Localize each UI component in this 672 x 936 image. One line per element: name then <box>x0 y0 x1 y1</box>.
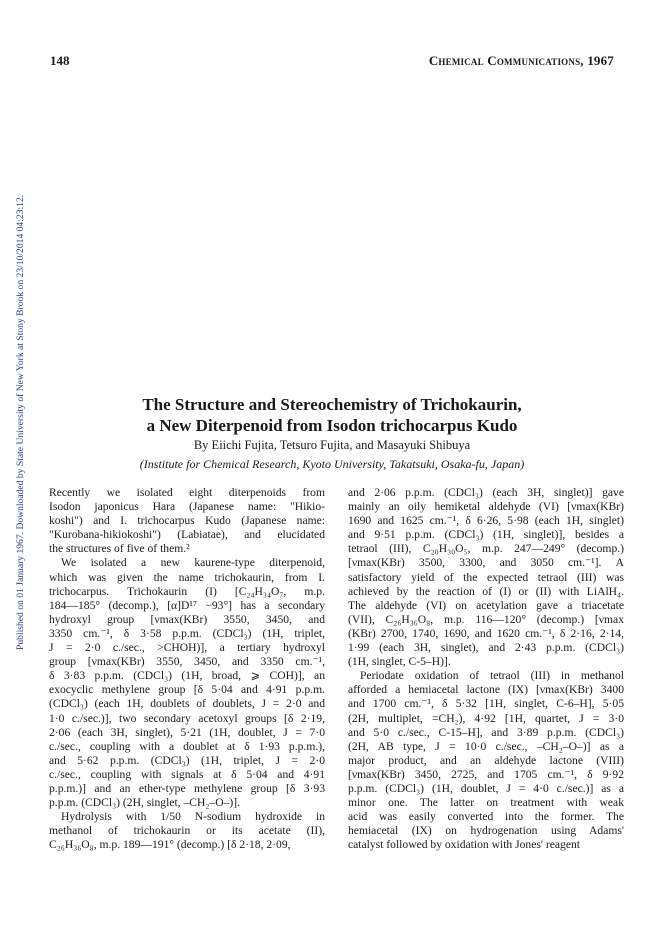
text-line: achieved by the reaction of (I) or (II) with LiAlH₄. <box>348 584 624 598</box>
text-line: p.p.m. (CDCl₃) (1H, doublet, J = 4·0 c./sec.)] as a <box>348 781 624 795</box>
text-line: 3350 cm.⁻¹, δ 3·58 p.p.m. (CDCl₃) (1H, triplet, <box>49 626 325 640</box>
article-authors: By Eiichi Fujita, Tetsuro Fujita, and Masayuki Shibuya <box>193 438 471 452</box>
text-line: trichocarpus. Trichokaurin (I) [C₂₄H₃₄O₇, m.p. <box>49 584 325 598</box>
text-line: and 2·06 p.p.m. (CDCl₃) (each 3H, singlet)] gave <box>348 486 624 499</box>
body-left-column <box>49 486 325 852</box>
title-line-2: a New Diterpenoid from Isodon trichocarpus Kudo <box>146 416 518 435</box>
text-line: acid was easily converted into the former. The <box>348 810 624 824</box>
text-line: c./sec., coupling with a doublet at δ 1·93 p.p.m.), <box>49 739 325 753</box>
text-line: "Kurobana-hikiokoshi") (Labiatae), and elucidated <box>49 528 325 542</box>
text-line: C₂₆H₃₆O₈, m.p. 189—191° (decomp.) [δ 2·18, 2·09, <box>49 838 291 852</box>
article-affiliation: (Institute for Chemical Research, Kyoto University, Takatsuki, Osaka-fu, Japan) <box>139 457 525 471</box>
text-line: (VII), C₂₆H₃₆O₈, m.p. 116—120° (decomp.) [νmax <box>348 612 624 626</box>
text-line: tetraol (III), C₂₀H₃₀O₅, m.p. 247—249° (decomp.) <box>348 542 624 556</box>
text-line: the structures of five of them.² <box>49 542 190 556</box>
text-line: Periodate oxidation of tetraol (III) in methanol <box>360 669 624 683</box>
text-line: 1·0 c./sec.)], two secondary acetoxyl groups [δ 2·19, <box>49 711 325 725</box>
text-line: exocyclic methylene group [δ 5·04 and 4·91 p.p.m. <box>49 683 325 697</box>
text-line: δ 3·83 p.p.m. (CDCl₃) (1H, broad, ⩾ COH)], an <box>49 669 325 683</box>
text-line: [νmax(KBr) 3450, 2725, and 1705 cm.⁻¹, δ 9·92 <box>348 767 624 781</box>
text-line: 184—185° (decomp.), [α]D¹⁷ −93°] has a secondary <box>49 598 325 612</box>
text-line: 1·99 (each 3H, singlet), and 2·43 p.p.m. (CDCl₃) <box>348 641 624 655</box>
text-line: satisfactory yield of the expected tetraol (III) was <box>348 570 624 584</box>
text-line: Hydrolysis with 1/50 N-sodium hydroxide in <box>61 810 325 824</box>
text-line: p.p.m.)] and an ether-type methylene group [δ 3·93 <box>49 781 325 795</box>
text-line: (2H, AB type, J = 10·0 c./sec., –CH₂–O–)] as a <box>348 739 624 753</box>
text-line: major product, and an aldehyde lactone (VIII) <box>348 753 624 767</box>
text-line: and 5·0 c./sec., C-15–H], and 3·89 p.p.m. (CDCl₃) <box>348 725 624 739</box>
text-line: [νmax(KBr) 3500, 3300, and 3050 cm.⁻¹]. A <box>348 556 624 570</box>
text-line: minor one. The latter on treatment with weak <box>348 796 624 810</box>
text-line: group [νmax(KBr) 3550, 3450, and 3350 cm.⁻¹, <box>49 655 325 669</box>
text-line: We isolated a new kaurene-type diterpenoid, <box>61 556 325 570</box>
text-line: and 1700 cm.⁻¹, δ 5·32 [1H, singlet, C-6–H], 5·05 <box>348 697 624 711</box>
text-line: J = 2·0 c./sec., >CHOH)], a tertiary hydroxyl <box>49 641 325 655</box>
journal-running-head: Chemical Communications, 1967 <box>428 53 614 68</box>
text-line: (1H, singlet, C-5–H)]. <box>348 655 451 669</box>
page-number: 148 <box>50 53 70 68</box>
text-line: afforded a hemiacetal lactone (IX) [νmax(KBr) 3400 <box>348 683 624 697</box>
text-line: and 5·62 p.p.m. (CDCl₃) (1H, triplet, J = 2·0 <box>49 753 325 767</box>
text-line: 2·06 (each 3H, singlet), 5·21 (1H, doublet, J = 7·0 <box>49 725 325 739</box>
text-line: hydroxyl group [νmax(KBr) 3550, 3450, and <box>49 612 325 626</box>
text-line: (CDCl₃) (each 1H, doublets of doublets, J = 2·0 and <box>49 697 325 711</box>
text-line: (2H, multiplet, =CH₂), 4·92 [1H, quartet, J = 3·0 <box>348 711 624 725</box>
download-note-text: Published on 01 January 1967. Downloaded by State University of New York at Stony Brook on 23/10/2014 04:23:12. <box>15 194 26 650</box>
body-right-column <box>348 486 624 852</box>
text-line: and 9·51 p.p.m. (CDCl₃) (1H, singlet)], besides a <box>348 528 624 542</box>
text-line: catalyst followed by oxidation with Jones' reagent <box>348 838 580 852</box>
text-line: mainly an oily hemiketal aldehyde (VI) [νmax(KBr) <box>348 500 624 514</box>
download-watermark <box>2 90 26 650</box>
text-line: The aldehyde (VI) on acetylation gave a triacetate <box>348 598 624 612</box>
text-line: (KBr) 2700, 1740, 1690, and 1620 cm.⁻¹, δ 2·16, 2·14, <box>348 626 624 640</box>
text-line: koshi") and I. trichocarpus Kudo (Japanese name: <box>49 514 325 528</box>
title-line-1: The Structure and Stereochemistry of Trichokaurin, <box>142 395 522 414</box>
text-line: Isodon japonicus Hara (Japanese name: "Hikio- <box>49 500 325 514</box>
text-line: Recently we isolated eight diterpenoids from <box>49 486 325 499</box>
text-line: which was given the name trichokaurin, from I. <box>49 570 325 584</box>
text-line: c./sec., coupling with signals at δ 5·04 and 4·91 <box>49 767 325 781</box>
text-line: 1690 and 1625 cm.⁻¹, δ 6·26, 5·98 (each 1H, singlet) <box>348 514 624 528</box>
text-line: hemiacetal (IX) on hydrogenation using Adams' <box>348 824 624 838</box>
article-title <box>50 394 614 436</box>
text-line: p.p.m. (CDCl₃) (2H, singlet, –CH₂–O–)]. <box>49 796 240 810</box>
text-line: methanol of trichokaurin or its acetate (II), <box>49 824 325 838</box>
